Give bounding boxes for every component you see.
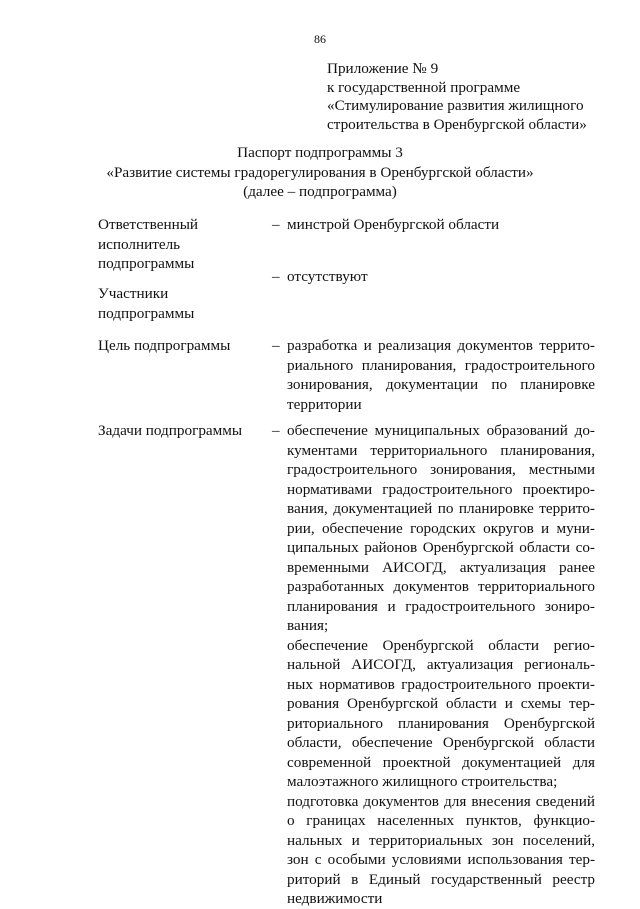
value-line: области, обеспечение Оренбургской области	[287, 734, 595, 751]
title-line: (далее – подпрограмма)	[243, 183, 397, 200]
title-line: «Развитие системы градорегулирования в Оренбургской области»	[106, 163, 534, 181]
row-value-goal	[287, 336, 595, 414]
value-line: о границах населенных пунктов, функцио-	[287, 812, 595, 829]
value-line: зонирования, документации по планировке	[287, 376, 595, 393]
dash: –	[272, 268, 280, 285]
value-line: недвижимости	[287, 890, 383, 907]
label-line: Цель подпрограммы	[98, 337, 231, 354]
value-line: ципальных районов Оренбургской области со-	[287, 539, 595, 556]
row-label-goal	[98, 336, 230, 356]
value-line: зон с особыми условиями использования тер-	[287, 851, 595, 868]
row-label-responsible	[98, 215, 198, 274]
value-line: рии, обеспечение городских округов и муни-	[287, 519, 595, 537]
value-line: вания, документацией по планировке террито-	[287, 500, 595, 517]
label-line: Участники	[98, 285, 169, 302]
value-line: кументами территориального планирования,	[287, 441, 595, 459]
value-line: минстрой Оренбургской области	[287, 216, 500, 233]
value-line: малоэтажного жилищного строительства;	[287, 773, 558, 790]
value-line: отсутствуют	[287, 268, 368, 285]
value-line: ных нормативов градостроительного проекти-	[287, 675, 595, 693]
value-line: временными АИСОГД, актуализация ранее	[287, 558, 595, 576]
value-line: современной проектной документацией для	[287, 753, 595, 771]
value-line: планирования и градостроительного зониро-	[287, 597, 595, 615]
label-line: Задачи подпрограммы	[98, 422, 243, 439]
value-line: обеспечение Оренбургской области регио-	[287, 636, 595, 654]
value-line: территории	[287, 395, 362, 413]
value-line: разработанных документов территориального	[287, 578, 595, 595]
appendix-line: строительства в Оренбургской области»	[327, 115, 587, 133]
value-line: обеспечение муниципальных образований до-	[287, 422, 595, 439]
appendix-header	[327, 60, 587, 134]
appendix-line: к государственной программе	[327, 78, 521, 96]
appendix-line: «Стимулирование развития жилищного	[327, 97, 584, 114]
page-number: 86	[314, 32, 326, 46]
value-line: риторий в Единый государственный реестр	[287, 870, 595, 888]
row-value-participants	[287, 267, 595, 287]
title-line: Паспорт подпрограммы 3	[237, 144, 403, 161]
row-value-tasks	[287, 421, 595, 909]
value-line: градостроительного зонирования, местными	[287, 461, 595, 478]
label-line: подпрограммы	[98, 255, 195, 272]
value-line: рования Оренбургской области и схемы тер-	[287, 695, 595, 712]
value-line: нормативами градостроительного проектиро-	[287, 480, 595, 498]
row-label-participants	[98, 284, 194, 323]
value-line: риального планирования, градостроительного	[287, 356, 595, 374]
label-line: Ответственный	[98, 216, 199, 233]
row-value-responsible	[287, 215, 595, 235]
row-label-tasks	[98, 421, 242, 441]
label-line: подпрограммы	[98, 304, 195, 322]
label-line: исполнитель	[98, 235, 181, 253]
dash: –	[272, 216, 280, 233]
passport-title	[0, 143, 640, 202]
value-line: вания;	[287, 617, 329, 634]
appendix-line: Приложение № 9	[327, 60, 439, 77]
value-line: нальной АИСОГД, актуализация региональ-	[287, 656, 595, 673]
value-line: разработка и реализация документов террито-	[287, 337, 595, 354]
dash: –	[272, 422, 280, 439]
value-line: нальных и территориальных зон поселений,	[287, 831, 595, 849]
value-line: риториального планирования Оренбургской	[287, 714, 595, 732]
dash: –	[272, 337, 280, 354]
value-line: подготовка документов для внесения сведений	[287, 792, 595, 810]
